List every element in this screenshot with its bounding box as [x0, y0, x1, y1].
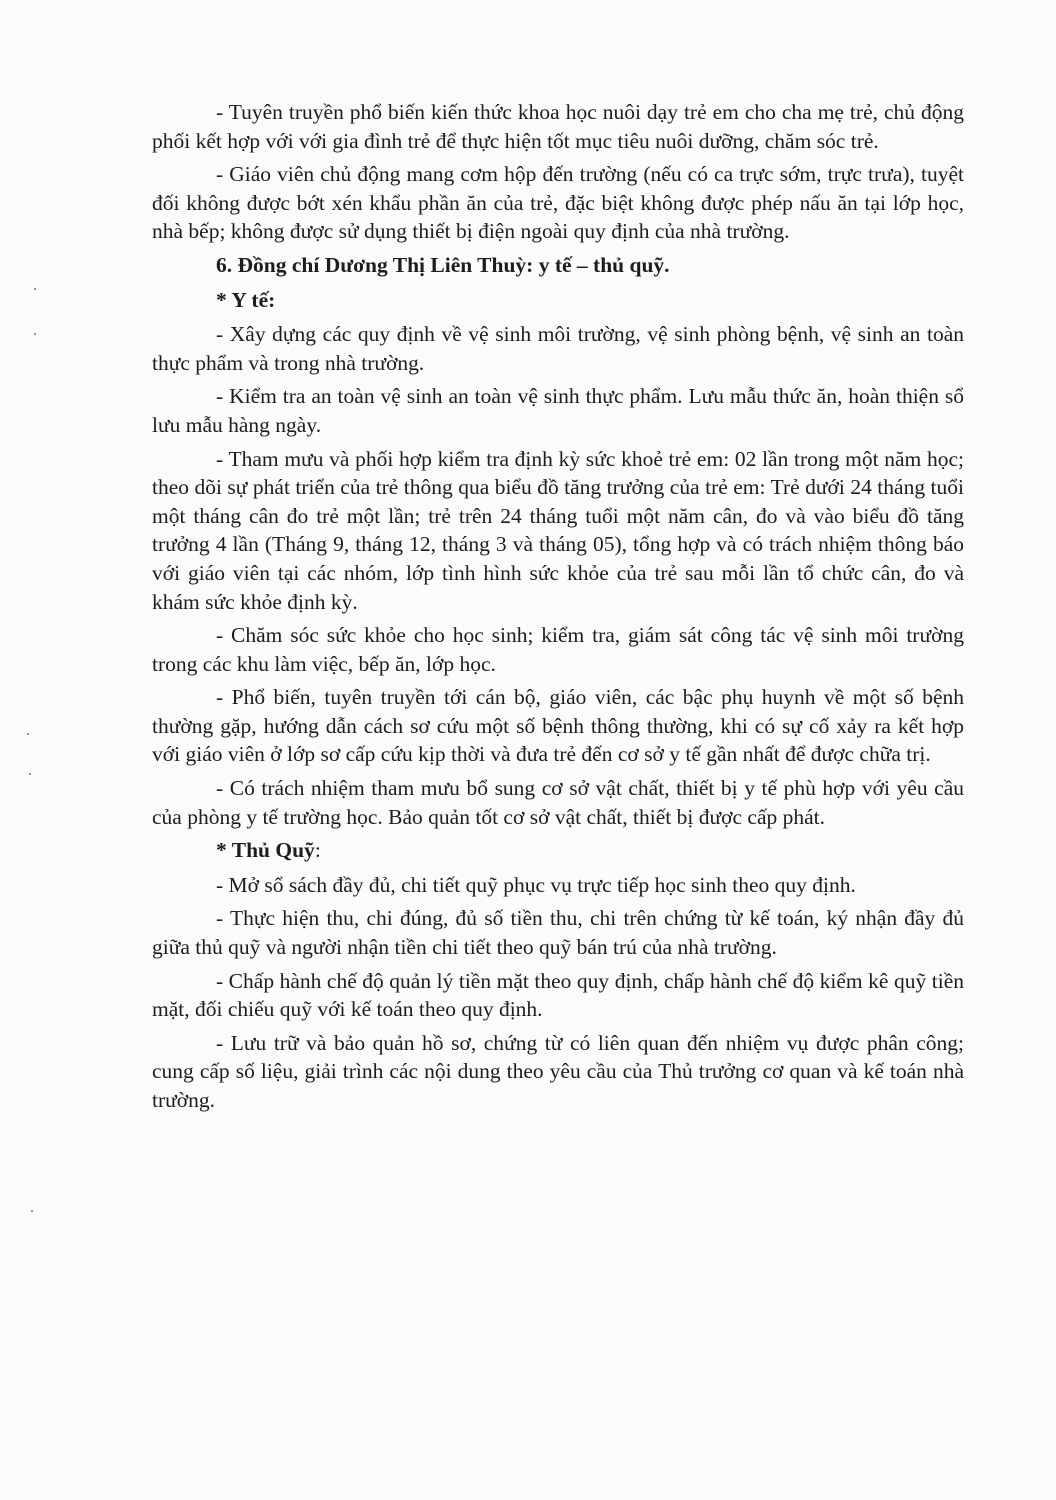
list-item: - Tham mưu và phối hợp kiểm tra định kỳ sức khoẻ trẻ em: 02 lần trong một năm học; theo dõi sự phát triển của trẻ thông qua biểu đồ tăng trưởng của trẻ em: Trẻ dưới 24 tháng tuổi một tháng cân đo trẻ một lần; trẻ trên 24 tháng tuổi một năm cân, đo và vào biểu đồ tăng trưởng 4 lần (Tháng 9, tháng 12, tháng 3 và tháng 05), tổng hợp và có trách nhiệm thông báo với giáo viên tại các nhóm, lớp tình hình sức khỏe của trẻ sau mỗi lần tổ chức cân, đo và khám sức khỏe định kỳ.	[152, 446, 964, 614]
list-item: - Thực hiện thu, chi đúng, đủ số tiền thu, chi trên chứng từ kế toán, ký nhận đầy đủ giữa thủ quỹ và người nhận tiền chi tiết theo quỹ bán trú của nhà trường.	[152, 906, 964, 960]
list-item: - Kiểm tra an toàn vệ sinh an toàn vệ sinh thực phẩm. Lưu mẫu thức ăn, hoàn thiện sổ lưu mẫu hàng ngày.	[152, 384, 964, 437]
paragraph: - Giáo viên chủ động mang cơm hộp đến trường (nếu có ca trực sớm, trực trưa), tuyệt đối không được bớt xén khẩu phần ăn của trẻ, đặc biệt không được phép nấu ăn tại lớp học, nhà bếp; không được sử dụng thiết bị điện ngoài quy định của nhà trường.	[152, 162, 964, 244]
scan-speck	[29, 773, 31, 775]
scan-speck	[34, 288, 36, 290]
document-page	[152, 98, 964, 1120]
list-item: - Chấp hành chế độ quản lý tiền mặt theo quy định, chấp hành chế độ kiểm kê quỹ tiền mặt, đối chiếu quỹ với kế toán theo quy định.	[152, 968, 964, 1022]
subheading-thuquy	[152, 836, 964, 865]
list-item: - Lưu trữ và bảo quản hồ sơ, chứng từ có liên quan đến nhiệm vụ được phân công; cung cấp số liệu, giải trình các nội dung theo yêu cầu của Thủ trưởng cơ quan và kế toán nhà trường.	[152, 1030, 964, 1112]
subheading-title: Thủ Quỹ	[231, 838, 315, 863]
list-item: - Mở sổ sách đầy đủ, chi tiết quỹ phục vụ trực tiếp học sinh theo quy định.	[216, 872, 856, 897]
list-item: - Có trách nhiệm tham mưu bổ sung cơ sở vật chất, thiết bị y tế phù hợp với yêu cầu của phòng y tế trường học. Bảo quản tốt cơ sở vật chất, thiết bị được cấp phát.	[152, 776, 964, 829]
list-item: - Phổ biến, tuyên truyền tới cán bộ, giáo viên, các bậc phụ huynh về một số bệnh thường gặp, hướng dẫn cách sơ cứu một số bệnh thông thường, khi có sự cố xảy ra kết hợp với giáo viên ở lớp sơ cấp cứu kịp thời và đưa trẻ đến cơ sở y tế gần nhất để được chữa trị.	[152, 685, 964, 767]
subheading-colon: :	[314, 838, 321, 863]
scan-speck	[27, 733, 29, 735]
list-item: - Chăm sóc sức khỏe cho học sinh; kiểm tra, giám sát công tác vệ sinh môi trường trong các khu làm việc, bếp ăn, lớp học.	[152, 623, 964, 676]
list-item: - Xây dựng các quy định về vệ sinh môi trường, vệ sinh phòng bệnh, vệ sinh an toàn thực phẩm và trong nhà trường.	[152, 322, 964, 375]
bullet-star: *	[216, 287, 232, 312]
scan-speck	[31, 1210, 33, 1212]
subheading-yte	[152, 286, 964, 315]
scan-speck	[34, 333, 36, 335]
paragraph: - Tuyên truyền phổ biến kiến thức khoa học nuôi dạy trẻ em cho cha mẹ trẻ, chủ động phối kết hợp với với gia đình trẻ để thực hiện tốt mục tiêu nuôi dưỡng, chăm sóc trẻ.	[152, 100, 964, 153]
section-heading: 6. Đồng chí Dương Thị Liên Thuỳ: y tế – thủ quỹ.	[216, 252, 670, 277]
subheading-title: Y tế:	[231, 287, 276, 312]
bullet-star: *	[216, 838, 232, 863]
